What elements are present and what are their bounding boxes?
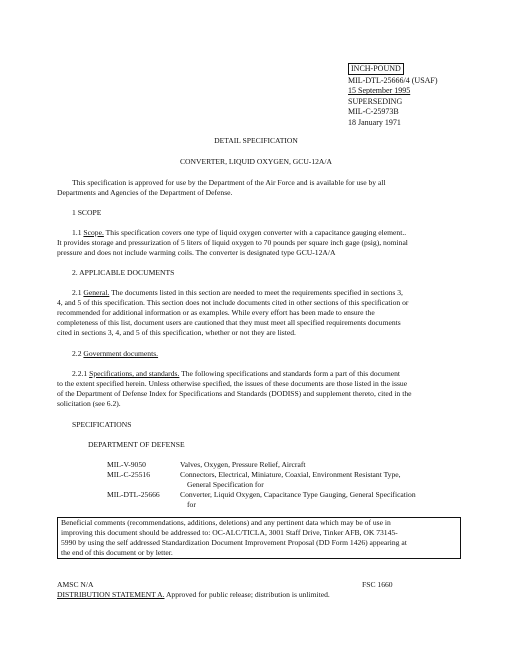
intro-line-1: This specification is approved for use by the Department of the Air Force and is available for use by all bbox=[72, 178, 386, 187]
intro-line-2: Departments and Agencies of the Department of Defense. bbox=[57, 188, 233, 197]
para-2-1-line-4: completeness of this list, document users are cautioned that they must meet all specified requirements documents bbox=[57, 318, 401, 327]
para-2-2-1 bbox=[72, 369, 400, 379]
spec-desc: Connectors, Electrical, Miniature, Coaxial, Environment Resistant Type, bbox=[180, 470, 401, 479]
spec-id: MIL-DTL-25666 bbox=[107, 490, 160, 499]
section-2-heading: 2. APPLICABLE DOCUMENTS bbox=[72, 268, 175, 277]
item-title: CONVERTER, LIQUID OXYGEN, GCU-12A/A bbox=[179, 157, 333, 166]
para-2-2-1-title: Specifications, and standards. bbox=[89, 369, 180, 378]
spec-row bbox=[107, 470, 437, 490]
spec-row bbox=[107, 490, 437, 510]
para-1-1-line-3: pressure and does not include warming coils. The converter is designated type GCU-12A/A bbox=[57, 248, 336, 257]
comments-line-4: the end of this document or by letter. bbox=[61, 548, 173, 557]
fsc-label: FSC 1660 bbox=[362, 580, 393, 589]
amsc-label: AMSC N/A bbox=[57, 580, 94, 589]
specifications-heading: SPECIFICATIONS bbox=[72, 420, 132, 429]
distribution-statement bbox=[57, 590, 330, 600]
spec-list bbox=[107, 460, 437, 510]
spec-desc: Valves, Oxygen, Pressure Relief, Aircraft bbox=[180, 460, 306, 469]
spec-desc-cont: for bbox=[187, 500, 196, 509]
para-1-1-title: Scope. bbox=[83, 228, 104, 237]
superseded-doc: MIL-C-25973B bbox=[348, 107, 399, 117]
para-1-1-num: 1.1 bbox=[72, 228, 82, 237]
spec-id: MIL-V-9050 bbox=[107, 460, 146, 469]
para-2-2-1-num: 2.2.1 bbox=[72, 369, 88, 378]
spec-row bbox=[107, 460, 437, 470]
doc-date: 15 September 1995 bbox=[348, 86, 411, 96]
inch-pound-box: INCH-POUND bbox=[348, 63, 404, 75]
para-1-1 bbox=[72, 228, 406, 238]
para-2-2 bbox=[72, 349, 158, 359]
para-2-1-line-3: recommended for additional information or as examples. While every effort has been made to ensure the bbox=[57, 308, 375, 317]
comments-line-1: Beneficial comments (recommendations, additions, deletions) and any pertinent data which may be of use in bbox=[61, 518, 391, 527]
superseding-label: SUPERSEDING bbox=[348, 96, 403, 106]
para-2-2-1-text: The following specifications and standards form a part of this document bbox=[181, 369, 401, 378]
para-2-2-title: Government documents. bbox=[83, 349, 159, 358]
para-1-1-line-2: It provides storage and pressurization of 5 liters of liquid oxygen to 70 pounds per square inch gage (psig), nominal bbox=[57, 238, 408, 247]
spec-desc: Converter, Liquid Oxygen, Capacitance Type Gauging, General Specification bbox=[180, 490, 416, 499]
para-2-2-num: 2.2 bbox=[72, 349, 82, 358]
distribution-label: DISTRIBUTION STATEMENT A. bbox=[57, 590, 165, 599]
distribution-text: Approved for public release; distribution is unlimited. bbox=[165, 590, 330, 599]
superseded-date: 18 January 1971 bbox=[348, 117, 401, 127]
comments-line-3: 5990 by using the self addressed Standardization Document Improvement Proposal (DD Form 1426) appearing at bbox=[61, 538, 407, 547]
para-2-1-num: 2.1 bbox=[72, 288, 82, 297]
document-header bbox=[348, 76, 438, 128]
spec-type-title: DETAIL SPECIFICATION bbox=[214, 136, 298, 145]
para-2-1-line-2: 4, and 5 of this specification. This section does not include documents cited in other sections of this specification or bbox=[57, 298, 409, 307]
para-2-1-title: General. bbox=[83, 288, 110, 297]
para-2-2-1-line-4: solicitation (see 6.2). bbox=[57, 399, 121, 408]
doc-number: MIL-DTL-25666/4 (USAF) bbox=[348, 76, 438, 85]
para-1-1-text: This specification covers one type of liquid oxygen converter with a capacitance gauging element.. bbox=[105, 228, 407, 237]
comments-line-2: improving this document should be addressed to: OC-ALC/TICLA, 3001 Staff Drive, Tinker AFB, OK 73145- bbox=[61, 528, 398, 537]
spec-desc-cont: General Specification for bbox=[187, 480, 264, 489]
para-2-1 bbox=[72, 288, 403, 298]
para-2-1-text: The documents listed in this section are needed to meet the requirements specified in sections 3, bbox=[111, 288, 403, 297]
section-1-heading: 1 SCOPE bbox=[72, 208, 102, 217]
para-2-1-line-5: cited in sections 3, 4, and 5 of this specification, whether or not they are listed. bbox=[57, 328, 296, 337]
comments-box bbox=[57, 517, 461, 559]
spec-id: MIL-C-25516 bbox=[107, 470, 151, 479]
dod-heading: DEPARTMENT OF DEFENSE bbox=[88, 440, 185, 449]
para-2-2-1-line-2: to the extent specified herein. Unless otherwise specified, the issues of these documents are those listed in the issue bbox=[57, 379, 408, 388]
para-2-2-1-line-3: of the Department of Defense Index for Specifications and Standards (DODISS) and supplement thereto, cited in the bbox=[57, 389, 412, 398]
